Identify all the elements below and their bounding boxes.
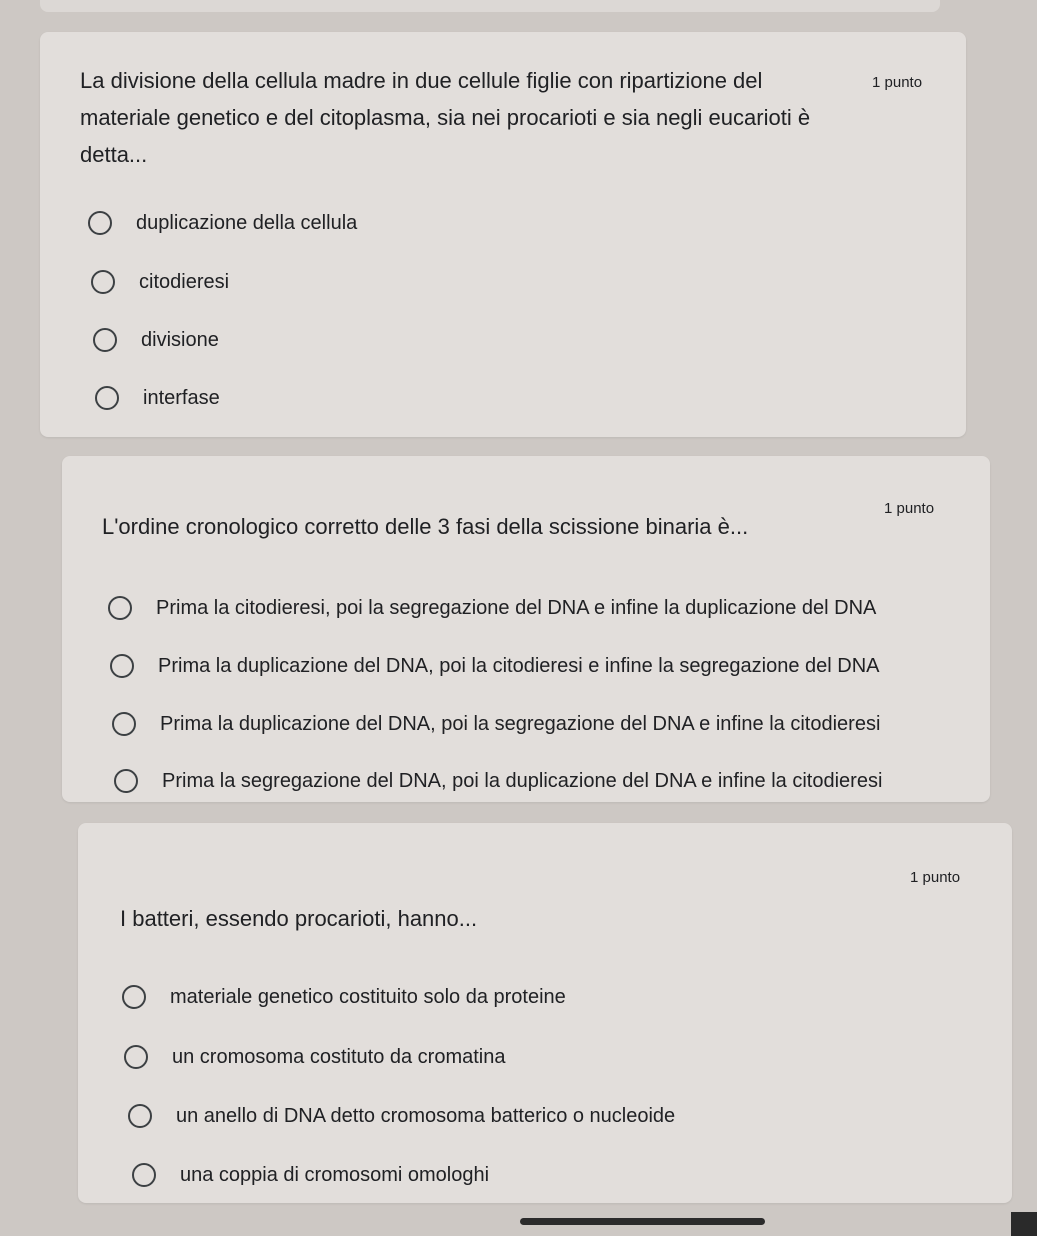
option-citodieresi[interactable] [91, 270, 229, 294]
option-label: divisione [141, 328, 219, 351]
radio-button[interactable] [88, 211, 112, 235]
option-coppia-cromosomi-omologhi[interactable] [132, 1163, 489, 1187]
question-card-1 [40, 32, 966, 437]
option-label: citodieresi [139, 270, 230, 293]
option-duplicazione-citodieresi-segregazione[interactable] [110, 654, 880, 678]
option-label: interfase [143, 386, 220, 409]
option-duplicazione-della-cellula[interactable] [88, 211, 357, 235]
screen-edge [1011, 1212, 1037, 1236]
option-label: Prima la duplicazione del DNA, poi la segregazione del DNA e infine la citodieresi [160, 712, 881, 735]
radio-button[interactable] [108, 596, 132, 620]
radio-button[interactable] [124, 1045, 148, 1069]
radio-button[interactable] [132, 1163, 156, 1187]
radio-button[interactable] [114, 769, 138, 793]
option-label: Prima la duplicazione del DNA, poi la citodieresi e infine la segregazione del DNA [158, 654, 880, 677]
radio-button[interactable] [95, 386, 119, 410]
option-citodieresi-segregazione-duplicazione[interactable] [108, 596, 876, 620]
points-label: 1 punto [884, 500, 935, 517]
radio-button[interactable] [122, 985, 146, 1009]
option-interfase[interactable] [95, 386, 220, 410]
radio-button[interactable] [112, 712, 136, 736]
question-card-3 [78, 823, 1012, 1203]
option-label: un cromosoma costituto da cromatina [172, 1045, 506, 1068]
points-label: 1 punto [910, 869, 961, 886]
option-label: Prima la segregazione del DNA, poi la duplicazione del DNA e infine la citodieresi [162, 769, 883, 792]
option-segregazione-duplicazione-citodieresi[interactable] [114, 769, 882, 793]
option-divisione[interactable] [93, 328, 219, 352]
question-card-2 [62, 456, 990, 802]
radio-button[interactable] [93, 328, 117, 352]
radio-button[interactable] [91, 270, 115, 294]
option-anello-dna-nucleoide[interactable] [128, 1104, 675, 1128]
question-title: I batteri, essendo procarioti, hanno... [120, 906, 478, 931]
option-materiale-genetico-proteine[interactable] [122, 985, 566, 1009]
previous-question-card [40, 0, 940, 12]
question-title: La divisione della cellula madre in due cellule figlie con ripartizione del materiale genetico e del citoplasma, sia nei procarioti e sia negli eucarioti è detta... [80, 68, 811, 167]
points-label: 1 punto [872, 74, 923, 91]
scroll-indicator [520, 1218, 765, 1225]
option-label: duplicazione della cellula [136, 211, 358, 234]
radio-button[interactable] [110, 654, 134, 678]
option-duplicazione-segregazione-citodieresi[interactable] [112, 712, 880, 736]
option-label: Prima la citodieresi, poi la segregazione del DNA e infine la duplicazione del DNA [156, 596, 877, 619]
option-cromosoma-cromatina[interactable] [124, 1045, 506, 1069]
question-title: L'ordine cronologico corretto delle 3 fasi della scissione binaria è... [102, 514, 749, 539]
option-label: materiale genetico costituito solo da proteine [170, 985, 566, 1008]
radio-button[interactable] [128, 1104, 152, 1128]
option-label: un anello di DNA detto cromosoma batterico o nucleoide [176, 1104, 676, 1127]
option-label: una coppia di cromosomi omologhi [180, 1163, 490, 1186]
